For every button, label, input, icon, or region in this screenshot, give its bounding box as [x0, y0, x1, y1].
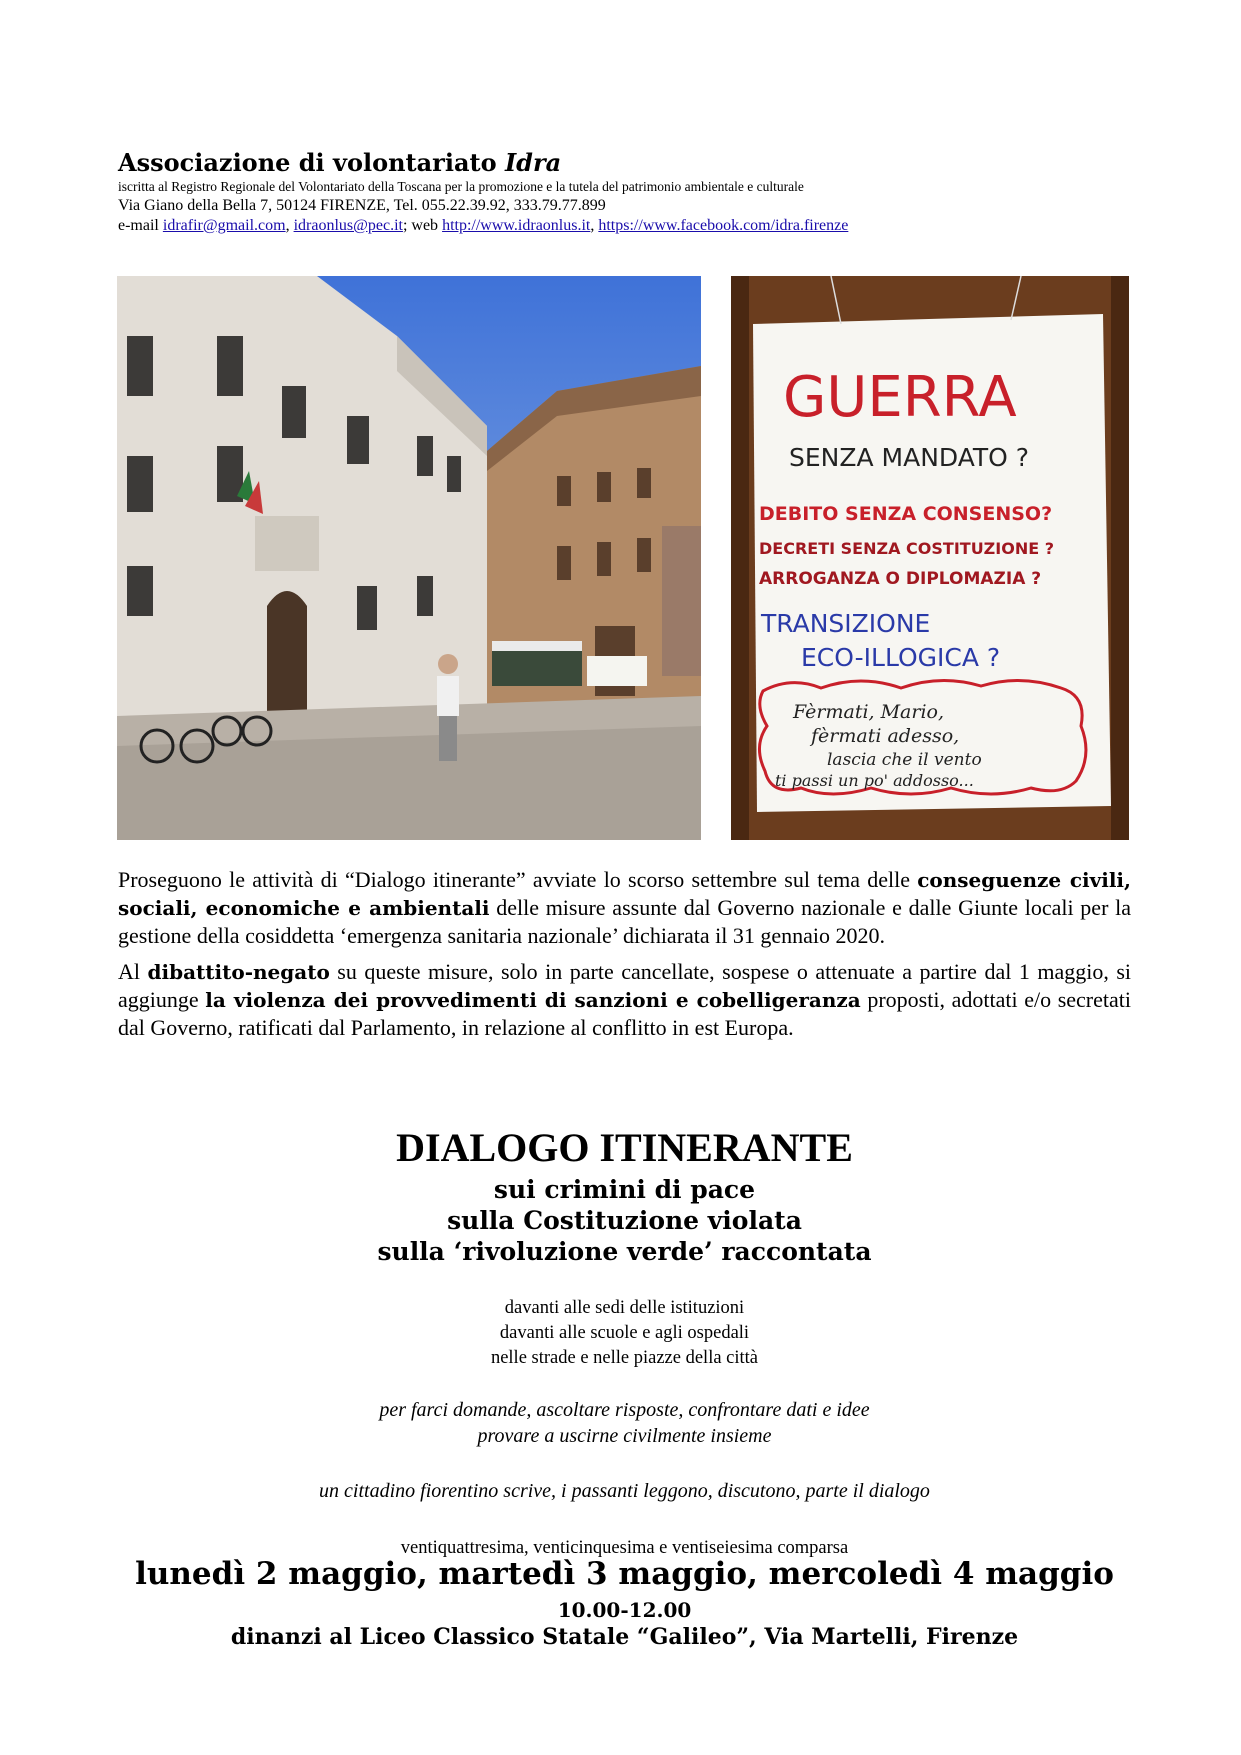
event-subtitle-3: sulla ‘rivoluzione verde’ raccontata [377, 1237, 872, 1266]
street-photo [117, 276, 701, 840]
protest-sign-photo [731, 276, 1129, 840]
website-link[interactable]: http://www.idraonlus.it [442, 217, 591, 234]
contact-links: e-mail idrafir@gmail.com, idraonlus@pec.it; web http://www.idraonlus.it, https://www.facebook.com/idra.firenze [118, 217, 849, 234]
sign-text-debito: DEBITO SENZA CONSENSO? [759, 503, 1053, 525]
sign-text-senza-mandato: SENZA MANDATO ? [789, 443, 1030, 472]
event-place-1: davanti alle sedi delle istituzioni [504, 1298, 745, 1318]
letterhead [118, 148, 1128, 236]
intro-text [118, 866, 1131, 1050]
event-places [118, 1296, 1131, 1371]
event-purpose-2: provare a uscirne civilmente insieme [477, 1425, 772, 1447]
event-location: dinanzi al Liceo Classico Statale “Galileo”, Via Martelli, Firenze [230, 1624, 1019, 1650]
event-citizen-line: un cittadino fiorentino scrive, i passanti leggono, discutono, parte il dialogo [319, 1480, 930, 1502]
organization-title: Associazione di volontariato Idra [118, 148, 562, 177]
intro-paragraph-1: Proseguono le attività di “Dialogo itinerante” avviate lo scorso settembre sul tema delle conseguenze civili, sociali, economiche e ambientali delle misure assunte dal Governo nazionale e dalle Giunte locali per la gestione della cosiddetta ‘emergenza sanitaria nazionale’ dichiarata il 31 gennaio 2020. [118, 867, 1131, 948]
sign-text-arroganza: ARROGANZA O DIPLOMAZIA ? [759, 569, 1042, 589]
sign-text-decreti: DECRETI SENZA COSTITUZIONE ? [759, 539, 1055, 558]
sign-text-eco-illogica: ECO-ILLOGICA ? [801, 643, 1001, 672]
sign-hand-line-2: fèrmati adesso, [811, 725, 960, 747]
registry-line: iscritta al Registro Regionale del Volontariato della Toscana per la promozione e la tutela del patrimonio ambientale e culturale [118, 179, 804, 194]
event-place-2: davanti alle scuole e agli ospedali [499, 1323, 750, 1343]
email-link-gmail[interactable]: idrafir@gmail.com [162, 217, 286, 234]
event-appearance-count: ventiquattresima, venticinquesima e ventiseiesima comparsa [400, 1538, 849, 1558]
sign-hand-line-3: lascia che il vento [827, 750, 982, 770]
event-place-3: nelle strade e nelle piazze della città [490, 1348, 759, 1368]
event-subtitle-2: sulla Costituzione violata [447, 1206, 802, 1235]
facebook-link[interactable]: https://www.facebook.com/idra.firenze [598, 217, 849, 234]
event-title: DIALOGO ITINERANTE [396, 1125, 853, 1170]
intro-paragraph-2: Al dibattito-negato su queste misure, solo in parte cancellate, sospese o attenuate a partire dal 1 maggio, si aggiunge la violenza dei provvedimenti di sanzioni e cobelligeranza proposti, adottati e/o secretati dal Governo, ratificati dal Parlamento, in relazione al conflitto in est Europa. [118, 959, 1132, 1040]
event-dates: lunedì 2 maggio, martedì 3 maggio, mercoledì 4 maggio [135, 1556, 1114, 1592]
sign-hand-line-4: ti passi un po' addosso... [775, 771, 974, 790]
sign-text-transizione: TRANSIZIONE [761, 609, 931, 638]
sign-hand-line-1: Fèrmati, Mario, [793, 701, 945, 723]
event-time: 10.00-12.00 [557, 1598, 692, 1622]
address-line: Via Giano della Bella 7, 50124 FIRENZE, Tel. 055.22.39.92, 333.79.77.899 [118, 197, 606, 214]
event-purpose-1: per farci domande, ascoltare risposte, confrontare dati e idee [379, 1399, 870, 1421]
sign-text-guerra: GUERRA [783, 365, 1017, 430]
event-subtitles [118, 1174, 1131, 1267]
event-purpose [118, 1397, 1131, 1449]
event-subtitle-1: sui crimini di pace [493, 1175, 756, 1204]
email-link-pec[interactable]: idraonlus@pec.it [293, 217, 403, 234]
